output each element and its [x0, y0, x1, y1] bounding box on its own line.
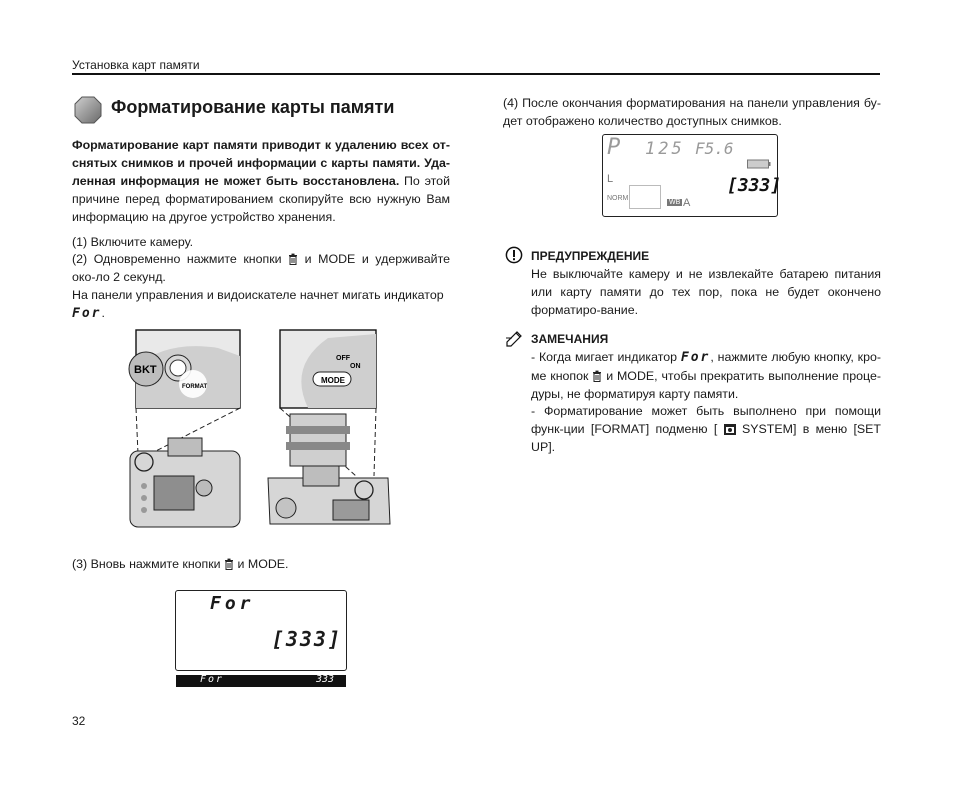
strip-count: 333 [316, 674, 335, 685]
lcd-af-area [629, 185, 661, 209]
bkt-label: BKT [134, 364, 157, 376]
battery-icon [747, 159, 771, 169]
section-header: Установка карт памяти [72, 58, 200, 72]
step-4: (4) После окончания форматирования на панели управления бу-дет отображено количество доступных снимков. [503, 96, 881, 128]
lcd-shutter: 125 [645, 139, 685, 159]
lcd-af-mode: A [683, 197, 691, 209]
lcd-norm: NORM [607, 195, 629, 202]
lcd-aperture: F5.6 [695, 139, 734, 158]
octagon-icon [74, 96, 102, 124]
trash-icon [224, 558, 234, 570]
lcd-frame-count: [333] [271, 627, 342, 651]
note-1 [531, 348, 881, 403]
trash-icon [592, 370, 602, 382]
lcd-quality: L [607, 173, 614, 185]
step-3-text-b: и MODE. [237, 557, 289, 571]
step-1: (1) Включите камеру. [72, 235, 194, 249]
page-number: 32 [72, 714, 86, 728]
step-2-text-c: На панели управления и видоискателе начнет мигать индикатор [72, 288, 444, 302]
step-2-text-b: и MODE и удерживайте око-ло 2 секунд. [72, 252, 450, 284]
note-1-text-b: , нажмите любую кнопку, кро-ме кнопок [531, 350, 881, 383]
step-3 [72, 555, 450, 573]
camera-illustration [128, 326, 398, 532]
note-2-text-a: - Форматирование может быть выполнено при помощи функ-ции [FORMAT] подменю [ [531, 404, 881, 436]
format-label: FORMAT [182, 384, 208, 390]
lcd-wb: WB [669, 199, 681, 206]
step-2-text-a: (2) Одновременно нажмите кнопки [72, 252, 282, 266]
system-camera-icon [724, 424, 736, 435]
intro-rest: По этой причине перед форматированием скопируйте всю нужную Вам информацию на другое устройство хранения. [72, 174, 450, 224]
on-label: ON [350, 363, 361, 370]
trash-icon [288, 253, 298, 265]
warning-title: ПРЕДУПРЕЖДЕНИЕ [531, 249, 650, 263]
page-title: Форматирование карты памяти [111, 97, 395, 117]
control-panel-lcd-bottom [175, 590, 347, 671]
header-rule [72, 73, 880, 75]
note-2 [531, 402, 881, 456]
note-1-text-a: - Когда мигает индикатор [531, 350, 678, 364]
note-for-indicator: For [680, 350, 711, 365]
intro-paragraph [72, 136, 450, 226]
strip-for: For [200, 674, 225, 685]
intro-warning-bold: Форматирование карт памяти приводит к удалению всех от-снятых снимков и прочей информации с карты памяти. Уда-ленная информация не может быть восстановлена. [72, 138, 450, 188]
notes-title: ЗАМЕЧАНИЯ [531, 332, 609, 346]
viewfinder-strip [176, 675, 346, 687]
warning-icon [505, 246, 523, 264]
off-label: OFF [336, 355, 350, 362]
note-2-text-b: SYSTEM] в меню [SET UP]. [531, 422, 881, 454]
note-1-text-c: и MODE, чтобы прекратить выполнение проце-дуры, не форматируя карту памяти. [531, 369, 881, 401]
step-2-note: На панели управления и видоискателе начнет мигать индикатор For. [72, 288, 444, 321]
lcd-mode: P [607, 135, 621, 160]
lcd-for-indicator: For [210, 593, 255, 614]
warning-text: Не выключайте камеру и не извлекайте батарею питания или карту памяти до тех пор, пока не будет окончено форматиро-вание. [531, 267, 881, 317]
step-2 [72, 250, 450, 286]
mode-label: MODE [321, 376, 345, 385]
step-3-text-a: (3) Вновь нажмите кнопки [72, 557, 221, 571]
for-indicator: For [72, 306, 102, 321]
control-panel-lcd-top [602, 134, 782, 217]
lcd-top-count: [333] [727, 175, 782, 196]
note-pencil-icon [505, 328, 525, 348]
